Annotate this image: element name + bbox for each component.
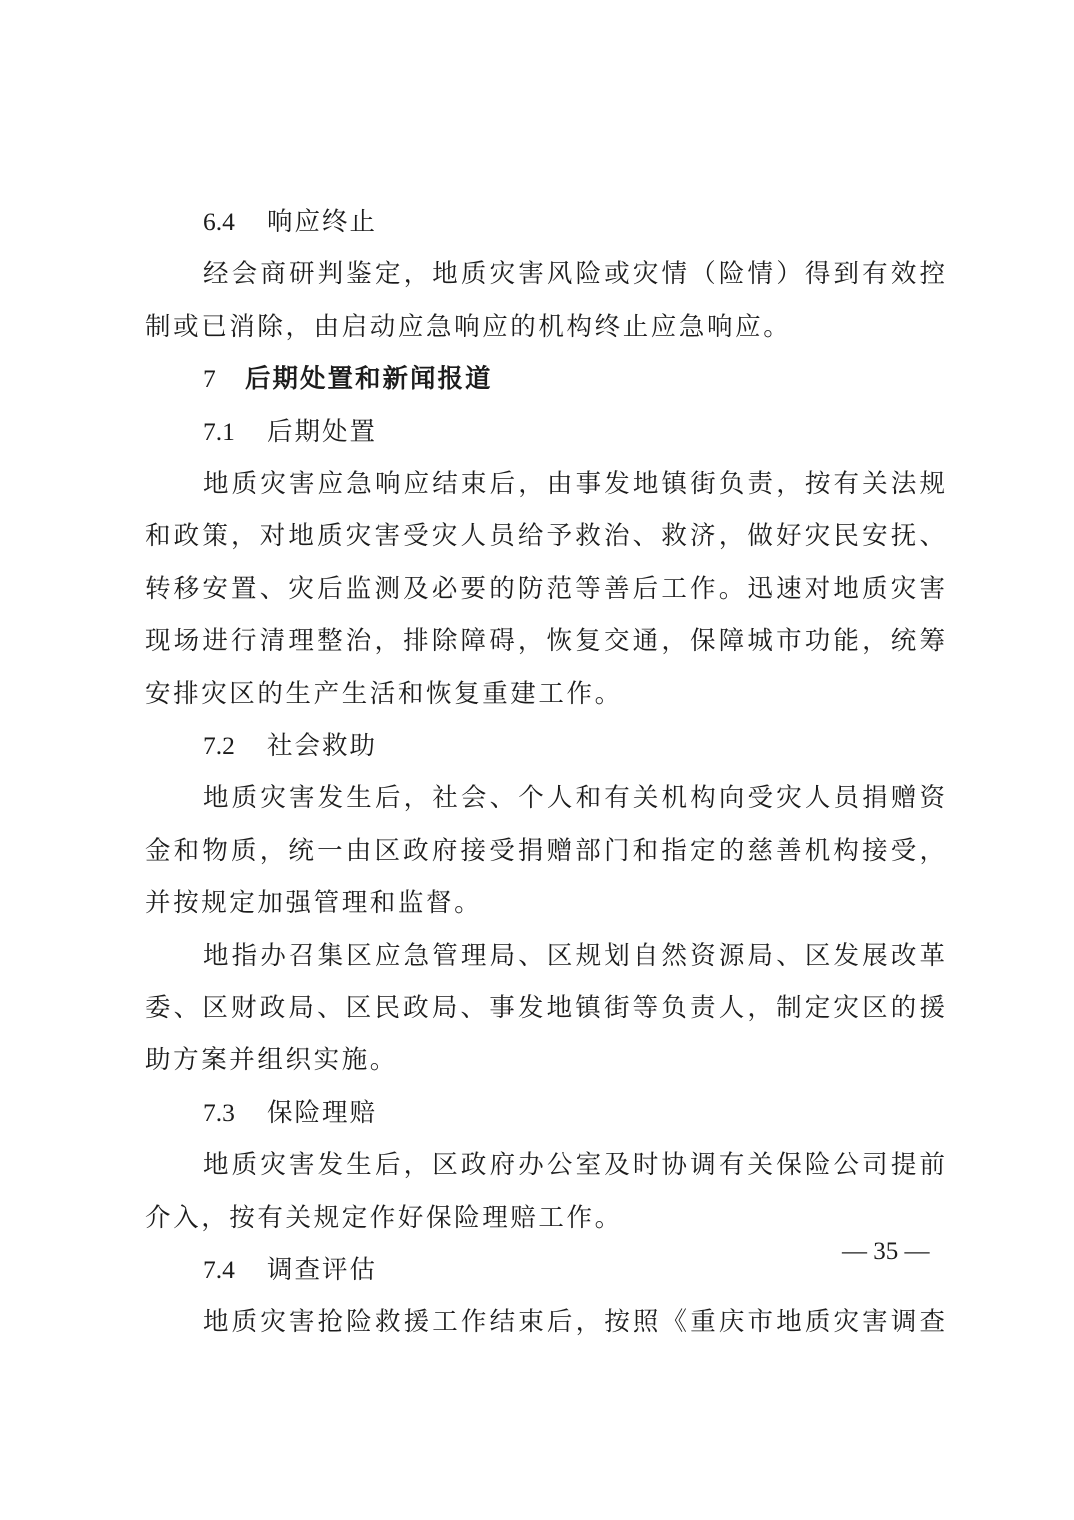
heading-number: 7.3 [203,1097,235,1127]
heading-number: 7.2 [203,731,235,760]
paragraph-line: 地质灾害发生后，社会、个人和有关机构向受灾人员捐赠资 [203,783,945,814]
heading-number: 7.4 [203,1255,235,1284]
paragraph-line: 金和物质，统一由区政府接受捐赠部门和指定的慈善机构接受， [145,835,945,866]
heading-title: 后期处置和新闻报道 [245,364,493,395]
page-number: — 35 — [842,1238,930,1265]
paragraph-line: 委、区财政局、区民政局、事发地镇街等负责人，制定灾区的援 [145,993,945,1023]
section-heading [203,412,945,452]
paragraph-line: 并按规定加强管理和监督。 [145,888,483,919]
heading-title: 响应终止 [267,207,378,237]
paragraph-line: 地质灾害应急响应结束后，由事发地镇街负责，按有关法规 [203,469,945,499]
paragraph-line: 经会商研判鉴定，地质灾害风险或灾情（险情）得到有效控 [203,259,945,290]
paragraph-line: 转移安置、灾后监测及必要的防范等善后工作。迅速对地质灾害 [145,573,945,604]
paragraph-line: 地质灾害发生后，区政府办公室及时协调有关保险公司提前 [203,1150,945,1181]
heading-title: 调查评估 [267,1255,378,1285]
heading-title: 后期处置 [267,416,378,447]
paragraph-line: 介入，按有关规定作好保险理赔工作。 [145,1202,623,1233]
paragraph-line: 地质灾害抢险救援工作结束后，按照《重庆市地质灾害调查 [203,1307,945,1338]
section-heading [203,202,945,242]
heading-number: 7.1 [203,416,235,446]
heading-number: 6.4 [203,207,235,236]
paragraph-line: 地指办召集区应急管理局、区规划自然资源局、区发展改革 [203,940,945,971]
heading-number: 7 [203,364,216,394]
paragraph-line: 制或已消除，由启动应急响应的机构终止应急响应。 [145,311,792,342]
section-heading [203,1093,945,1133]
paragraph-line: 现场进行清理整治，排除障碍，恢复交通，保障城市功能，统筹 [145,626,945,657]
chapter-heading [203,359,945,399]
section-heading [203,726,945,766]
heading-title: 保险理赔 [267,1097,378,1128]
section-heading [203,1250,945,1290]
paragraph-line: 和政策，对地质灾害受灾人员给予救治、救济，做好灾民安抚、 [145,521,945,552]
paragraph-line: 助方案并组织实施。 [145,1045,398,1076]
paragraph-line: 安排灾区的生产生活和恢复重建工作。 [145,678,623,709]
heading-title: 社会救助 [267,731,378,761]
